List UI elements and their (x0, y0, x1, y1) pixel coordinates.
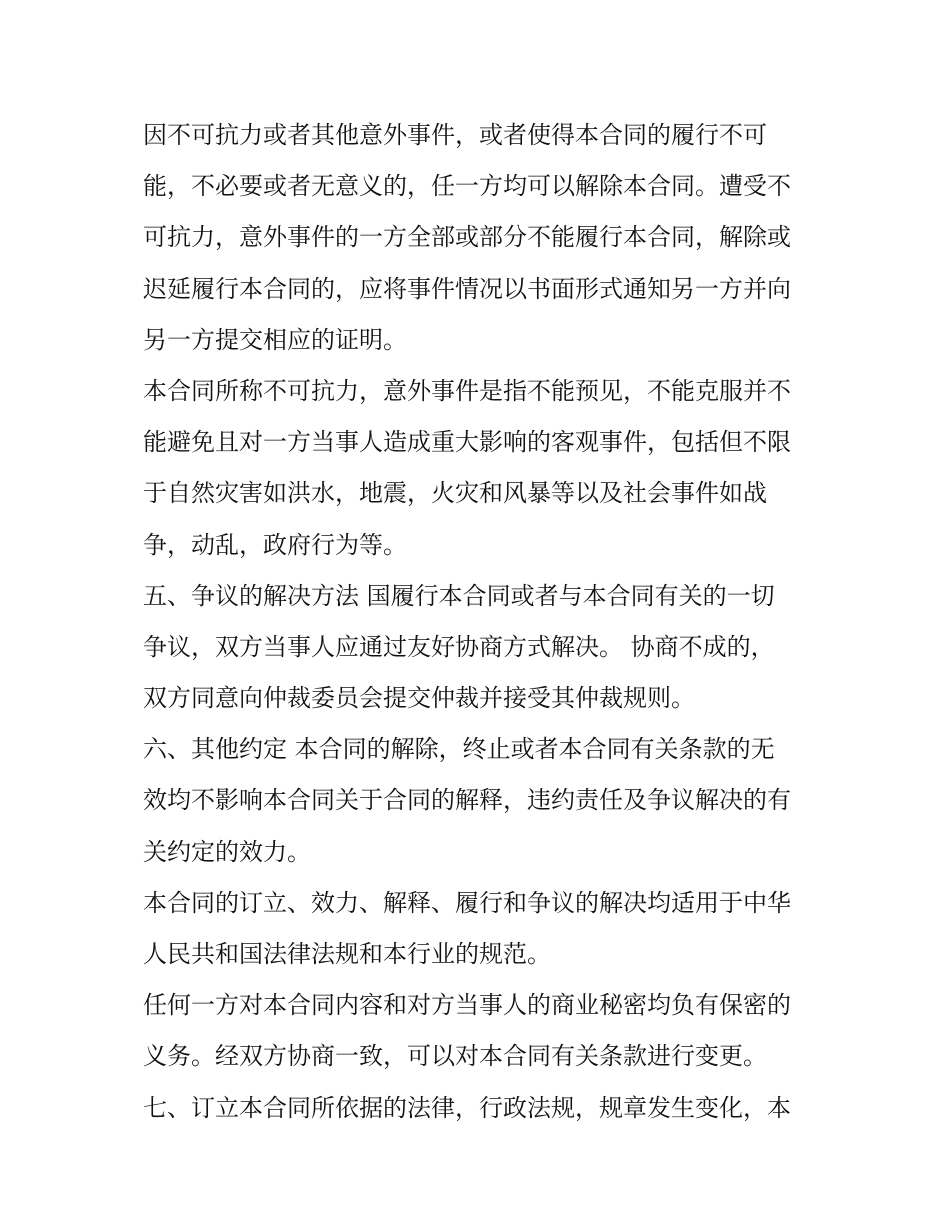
text-line-5: 另一方提交相应的证明。 (143, 325, 407, 354)
text-line-4: 迟延履行本合同的，应将事件情况以书面形式通知另一方并向 (143, 274, 791, 303)
text-line-3: 可抗力，意外事件的一方全部或部分不能履行本合同，解除或 (143, 223, 791, 252)
text-line-20: 七、订立本合同所依据的法律，行政法规，规章发生变化，本 (143, 1093, 791, 1122)
text-line-19: 义务。经双方协商一致，可以对本合同有关条款进行变更。 (143, 1042, 767, 1071)
text-line-6: 本合同所称不可抗力，意外事件是指不能预见，不能克服并不 (143, 376, 791, 405)
contract-text (143, 110, 823, 1134)
text-line-11: 争议，双方当事人应通过友好协商方式解决。 协商不成的， (143, 632, 775, 661)
text-line-16: 本合同的订立、效力、解释、履行和争议的解决均适用于中华 (143, 888, 791, 917)
text-line-2: 能，不必要或者无意义的，任一方均可以解除本合同。遭受不 (143, 172, 791, 201)
text-line-7: 能避免且对一方当事人造成重大影响的客观事件，包括但不限 (143, 428, 791, 457)
text-line-8: 于自然灾害如洪水，地震，火灾和风暴等以及社会事件如战 (143, 479, 767, 508)
text-line-12: 双方同意向仲裁委员会提交仲裁并接受其仲裁规则。 (143, 684, 695, 713)
text-line-9: 争，动乱，政府行为等。 (143, 530, 407, 559)
text-line-15: 关约定的效力。 (143, 837, 311, 866)
text-line-1: 因不可抗力或者其他意外事件，或者使得本合同的履行不可 (143, 121, 767, 149)
text-line-18: 任何一方对本合同内容和对方当事人的商业秘密均负有保密的 (143, 991, 791, 1020)
text-line-13: 六、其他约定 本合同的解除，终止或者本合同有关条款的无 (143, 735, 775, 764)
text-line-10: 五、争议的解决方法 国履行本合同或者与本合同有关的一切 (143, 581, 775, 610)
text-line-14: 效均不影响本合同关于合同的解释，违约责任及争议解决的有 (143, 786, 791, 815)
text-line-17: 人民共和国法律法规和本行业的规范。 (143, 940, 551, 968)
